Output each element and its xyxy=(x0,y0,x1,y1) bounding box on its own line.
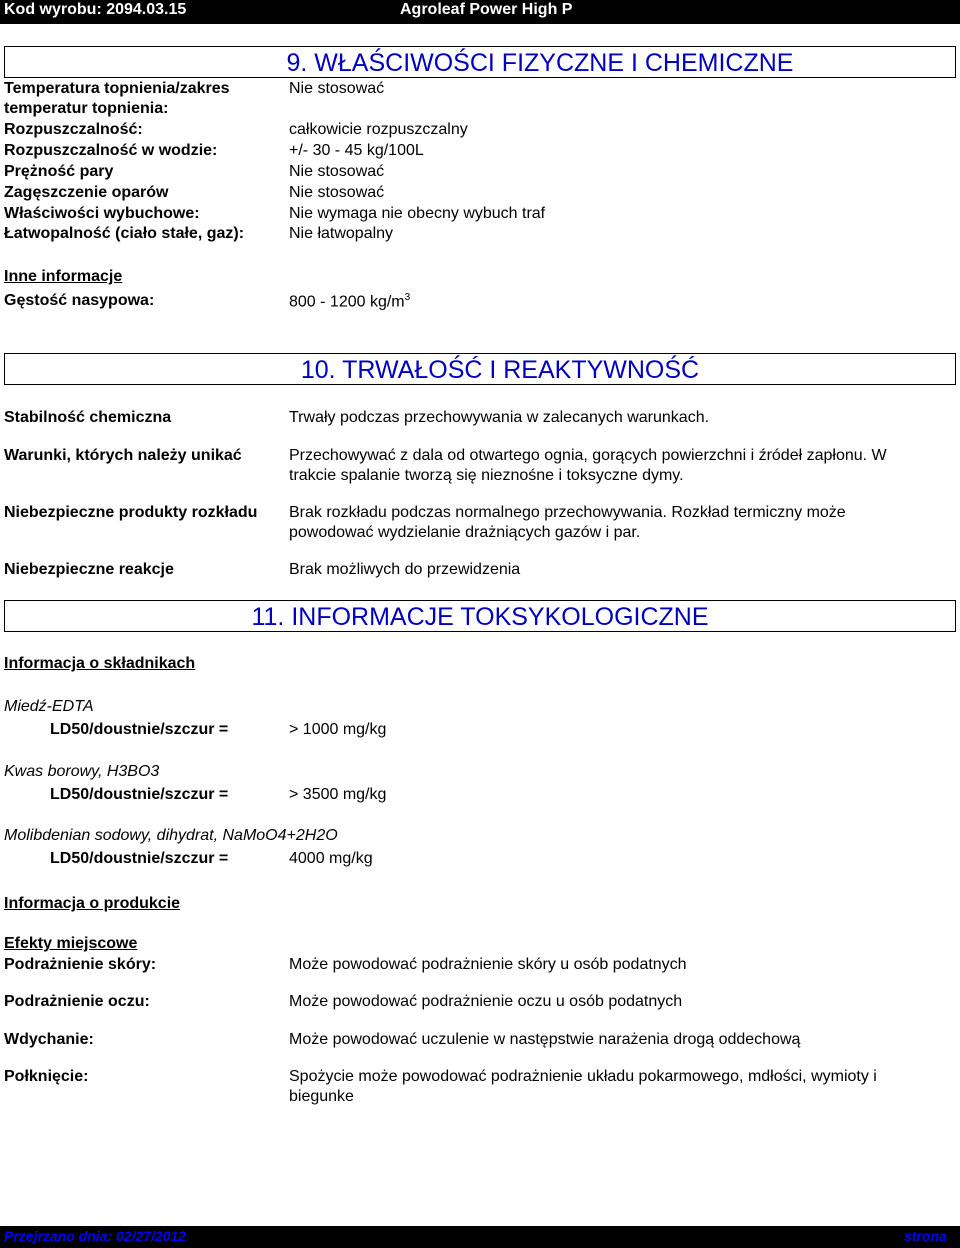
label-water-solubility: Rozpuszczalność w wodzie: xyxy=(4,142,218,159)
label-melting-2: temperatur topnienia: xyxy=(4,100,169,117)
label-conditions-avoid: Warunki, których należy unikać xyxy=(4,447,242,464)
value-vapour-density: Nie stosować xyxy=(289,184,385,201)
label-bulk-density: Gęstość nasypowa: xyxy=(4,292,155,309)
value-melting: Nie stosować xyxy=(289,80,385,97)
section-9-title: 9. WŁAŚCIWOŚCI FIZYCZNE I CHEMICZNE xyxy=(4,46,956,78)
value-decomposition-2: powodować wydzielanie drażniących gazów i par. xyxy=(289,524,641,541)
value-conditions-avoid-2: trakcie spalanie tworzą się nieznośne i toksyczne dymy. xyxy=(289,467,684,484)
local-effects-heading: Efekty miejscowe xyxy=(4,935,138,952)
component-ld-label: LD50/doustnie/szczur = xyxy=(50,850,229,867)
component-name: Kwas borowy, H3BO3 xyxy=(4,763,160,780)
label-eyes: Podrażnienie oczu: xyxy=(4,993,150,1010)
label-inhalation: Wdychanie: xyxy=(4,1031,94,1048)
value-vapour-pressure: Nie stosować xyxy=(289,163,385,180)
value-eyes: Może powodować podrażnienie oczu u osób podatnych xyxy=(289,993,683,1010)
value-inhalation: Może powodować uczulenie w następstwie narażenia drogą oddechową xyxy=(289,1031,801,1048)
value-flammability: Nie łatwopalny xyxy=(289,225,394,242)
component-ld-value: > 3500 mg/kg xyxy=(289,786,387,803)
label-vapour-pressure: Prężność pary xyxy=(4,163,114,180)
component-ld-value: 4000 mg/kg xyxy=(289,850,373,867)
label-flammability: Łatwopalność (ciało stałe, gaz): xyxy=(4,225,245,242)
value-ingestion-1: Spożycie może powodować podrażnienie układu pokarmowego, mdłości, wymioty i xyxy=(289,1068,877,1085)
label-solubility: Rozpuszczalność: xyxy=(4,121,143,138)
header-bar xyxy=(0,0,960,24)
product-heading: Informacja o produkcie xyxy=(4,895,181,912)
label-skin: Podrażnienie skóry: xyxy=(4,956,157,973)
component-ld-label: LD50/doustnie/szczur = xyxy=(50,721,229,738)
label-decomposition: Niebezpieczne produkty rozkładu xyxy=(4,504,258,521)
label-ingestion: Połknięcie: xyxy=(4,1068,89,1085)
label-stability: Stabilność chemiczna xyxy=(4,409,172,426)
label-explosive: Właściwości wybuchowe: xyxy=(4,205,200,222)
value-ingestion-2: biegunke xyxy=(289,1088,354,1105)
component-name: Molibdenian sodowy, dihydrat, NaMoO4+2H2O xyxy=(4,827,338,844)
label-melting: Temperatura topnienia/zakres xyxy=(4,80,230,97)
page-label: strona xyxy=(904,1228,947,1244)
value-skin: Może powodować podrażnienie skóry u osób podatnych xyxy=(289,956,687,973)
label-reactions: Niebezpieczne reakcje xyxy=(4,561,174,578)
other-info-heading: Inne informacje xyxy=(4,268,123,285)
value-conditions-avoid-1: Przechowywać z dala od otwartego ognia, gorących powierzchni i źródeł zapłonu. W xyxy=(289,447,887,464)
value-water-solubility: +/- 30 - 45 kg/100L xyxy=(289,142,424,159)
review-date: Przejrzano dnia: 02/27/2012 xyxy=(4,1228,187,1244)
component-name: Miedź-EDTA xyxy=(4,698,94,715)
components-heading: Informacja o składnikach xyxy=(4,655,196,672)
product-code: Kod wyrobu: 2094.03.15 xyxy=(4,1,187,18)
component-ld-label: LD50/doustnie/szczur = xyxy=(50,786,229,803)
section-10-title: 10. TRWAŁOŚĆ I REAKTYWNOŚĆ xyxy=(4,353,956,385)
component-ld-value: > 1000 mg/kg xyxy=(289,721,387,738)
value-bulk-density: 800 - 1200 $kg/m^3$ xyxy=(289,292,411,311)
value-explosive: Nie wymaga nie obecny wybuch traf xyxy=(289,205,546,222)
value-solubility: całkowicie rozpuszczalny xyxy=(289,121,468,138)
label-vapour-density: Zagęszczenie oparów xyxy=(4,184,169,201)
footer-bar xyxy=(0,1226,960,1248)
section-11-title: 11. INFORMACJE TOKSYKOLOGICZNE xyxy=(4,600,956,632)
value-reactions: Brak możliwych do przewidzenia xyxy=(289,561,521,578)
value-decomposition-1: Brak rozkładu podczas normalnego przechowywania. Rozkład termiczny może xyxy=(289,504,846,521)
value-stability: Trwały podczas przechowywania w zalecanych warunkach. xyxy=(289,409,710,426)
product-name: Agroleaf Power High P xyxy=(400,1,573,18)
